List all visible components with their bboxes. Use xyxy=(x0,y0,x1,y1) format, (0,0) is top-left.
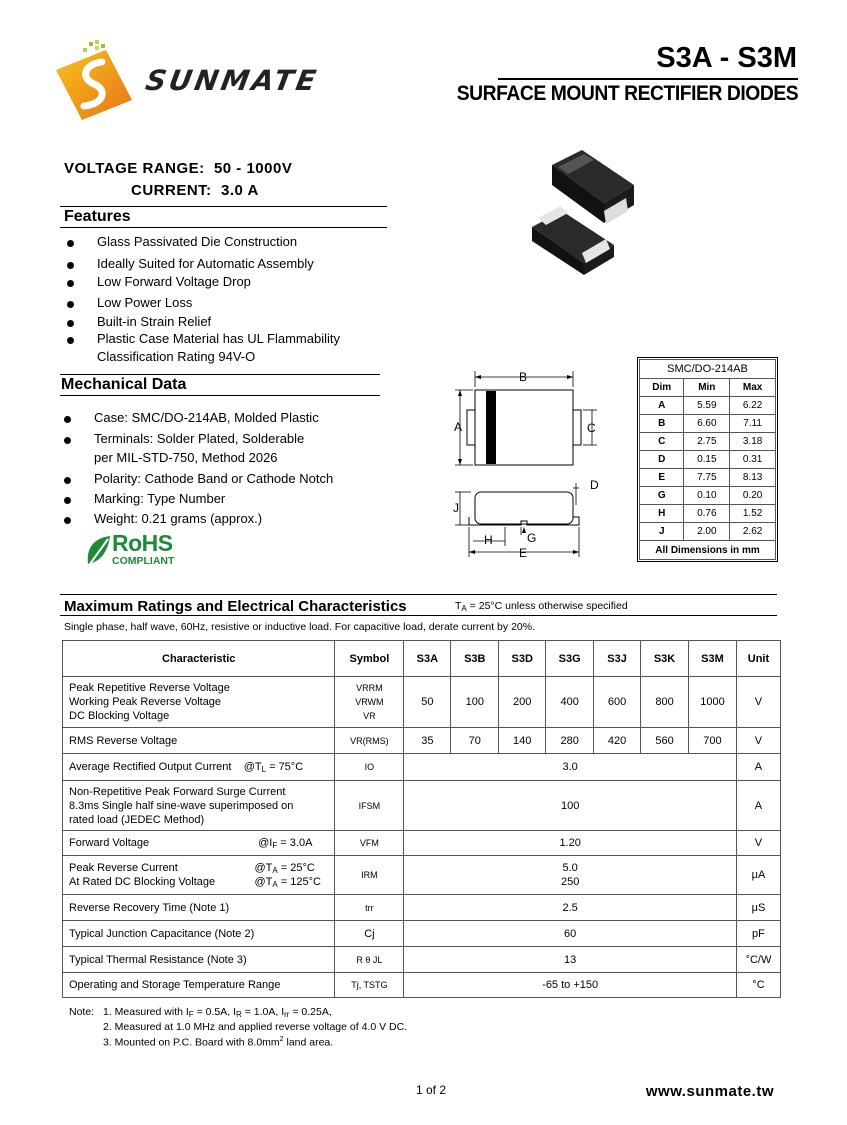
value-cell: 70 xyxy=(451,728,499,754)
note-2: 2. Measured at 1.0 MHz and applied reverse voltage of 4.0 V DC. xyxy=(103,1021,408,1033)
mechanical-title: Mechanical Data xyxy=(61,376,187,393)
value-cell: 800 xyxy=(641,677,689,728)
feature-item-continued: Classification Rating 94V-O xyxy=(97,349,256,364)
value-cell: 35 xyxy=(404,728,451,754)
dim-cell: 3.18 xyxy=(730,433,776,451)
value-cell: 280 xyxy=(546,728,594,754)
value-cell: 13 xyxy=(404,947,737,973)
unit-cell: V xyxy=(736,677,780,728)
char-cell: RMS Reverse Voltage xyxy=(63,728,335,754)
col-part: S3G xyxy=(546,641,594,677)
dim-cell: 2.62 xyxy=(730,523,776,541)
dim-label-j: J xyxy=(453,501,459,515)
dim-cell: 6.22 xyxy=(730,397,776,415)
symbol-cell: R θ JL xyxy=(335,947,404,973)
dim-cell: 2.00 xyxy=(684,523,730,541)
dim-table-package: SMC/DO-214AB xyxy=(640,360,776,379)
col-part: S3J xyxy=(594,641,641,677)
value-cell: 3.0 xyxy=(404,754,737,781)
value-cell: 1.20 xyxy=(404,831,737,856)
unit-cell: μA xyxy=(736,856,780,895)
dim-cell: 0.20 xyxy=(730,487,776,505)
mechanical-item-continued: per MIL-STD-750, Method 2026 xyxy=(94,450,278,465)
dim-cell: 7.75 xyxy=(684,469,730,487)
note-3: 3. Mounted on P.C. Board with $8.0mm^2$ land area. xyxy=(103,1036,334,1049)
feature-item: Built-in Strain Relief xyxy=(97,314,211,329)
dim-label-b: B xyxy=(519,370,528,384)
dim-label-g: G xyxy=(527,531,537,545)
sunmate-logo-icon xyxy=(54,40,139,120)
col-part: S3A xyxy=(404,641,451,677)
mechanical-item: Polarity: Cathode Band or Cathode Notch xyxy=(94,471,333,486)
dim-cell: 1.52 xyxy=(730,505,776,523)
dim-label-h: H xyxy=(484,533,493,547)
col-part: S3B xyxy=(451,641,499,677)
mechanical-item: Terminals: Solder Plated, Solderable xyxy=(94,431,304,446)
current-rating: CURRENT: 3.0 A xyxy=(131,182,259,199)
dim-label-d: D xyxy=(590,478,599,492)
table-row xyxy=(63,781,781,831)
feature-item: Plastic Case Material has UL Flammability xyxy=(97,331,340,346)
ratings-subtitle: Single phase, half wave, 60Hz, resistive or inductive load. For capacitive load, derate current by 20%. xyxy=(64,621,535,633)
value-cell: 5.0 250 xyxy=(404,856,737,895)
ratings-rule-bottom xyxy=(60,615,777,616)
dim-cell: C xyxy=(640,433,684,451)
page-subtitle: SURFACE MOUNT RECTIFIER DIODES xyxy=(456,82,798,105)
dim-cell: 7.11 xyxy=(730,415,776,433)
table-row xyxy=(63,856,781,895)
char-cell: Operating and Storage Temperature Range xyxy=(63,973,335,998)
symbol-cell: Cj xyxy=(335,921,404,947)
header-rule xyxy=(498,78,798,80)
mechanical-item: Weight: 0.21 grams (approx.) xyxy=(94,511,262,526)
table-row xyxy=(640,397,776,415)
value-cell: 2.5 xyxy=(404,895,737,921)
col-part: S3D xyxy=(499,641,546,677)
rohs-text: RoHS xyxy=(112,530,173,556)
value-cell: 400 xyxy=(546,677,594,728)
rohs-compliant-text: COMPLIANT xyxy=(112,555,175,567)
value-cell: 50 xyxy=(404,677,451,728)
table-row xyxy=(63,728,781,754)
package-photo xyxy=(522,145,652,275)
symbol-cell: Tj, TSTG xyxy=(335,973,404,998)
dim-cell: 0.10 xyxy=(684,487,730,505)
table-row xyxy=(640,415,776,433)
mechanical-item: Marking: Type Number xyxy=(94,491,225,506)
rohs-badge xyxy=(84,530,194,569)
dim-cell: A xyxy=(640,397,684,415)
table-row xyxy=(63,921,781,947)
brand-logo xyxy=(54,40,324,120)
table-row xyxy=(640,523,776,541)
value-cell: -65 to +150 xyxy=(404,973,737,998)
value-cell: 600 xyxy=(594,677,641,728)
char-cell: Peak Reverse Current $@T_A = 25^\circ C$ At Rated DC Blocking Voltage $@T_A = 125^\circ C$ xyxy=(63,856,335,895)
part-range-title: S3A - S3M xyxy=(656,42,797,74)
feature-item: Low Forward Voltage Drop xyxy=(97,274,251,289)
dimension-table xyxy=(639,359,776,560)
dim-cell: 5.59 xyxy=(684,397,730,415)
unit-cell: °C xyxy=(736,973,780,998)
col-unit: Unit xyxy=(736,641,780,677)
website-link[interactable]: www.sunmate.tw xyxy=(645,1083,774,1100)
symbol-cell: IFSM xyxy=(335,781,404,831)
char-cell: Average Rectified Output Current $@T_L = 75^\circ C$ xyxy=(63,754,335,781)
brand-wordmark: SUNMATE xyxy=(143,64,322,97)
dim-header: Max xyxy=(730,379,776,397)
value-cell: 700 xyxy=(688,728,736,754)
value-cell: 100 xyxy=(451,677,499,728)
table-row xyxy=(63,947,781,973)
value-cell: 140 xyxy=(499,728,546,754)
dim-cell: 0.15 xyxy=(684,451,730,469)
rohs-leaf-icon xyxy=(84,534,112,568)
value-cell: 1000 xyxy=(688,677,736,728)
dim-cell: D xyxy=(640,451,684,469)
char-cell: Forward Voltage $@I_F = 3.0A$ xyxy=(63,831,335,856)
dim-cell: H xyxy=(640,505,684,523)
features-title: Features xyxy=(64,208,131,225)
ratings-table xyxy=(62,640,781,998)
table-row xyxy=(640,433,776,451)
unit-cell: V xyxy=(736,831,780,856)
dim-cell: J xyxy=(640,523,684,541)
page-number: 1 of 2 xyxy=(416,1083,447,1097)
mechanical-item: Case: SMC/DO-214AB, Molded Plastic xyxy=(94,410,319,425)
char-cell: Non-Repetitive Peak Forward Surge Current 8.3ms Single half sine-wave superimposed on rated load (JEDEC Method) xyxy=(63,781,335,831)
table-row xyxy=(63,831,781,856)
dim-cell: 6.60 xyxy=(684,415,730,433)
col-part: S3K xyxy=(641,641,689,677)
unit-cell: pF xyxy=(736,921,780,947)
dim-cell: 0.76 xyxy=(684,505,730,523)
ratings-condition: $T_A = 25^\circ C$ unless otherwise specified xyxy=(455,600,628,613)
table-row xyxy=(640,451,776,469)
dim-label-e: E xyxy=(519,546,528,560)
mech-rule-bottom xyxy=(60,395,380,396)
unit-cell: °C/W xyxy=(736,947,780,973)
feature-item: Glass Passivated Die Construction xyxy=(97,234,297,249)
note-1: 1. Measured with $I_F = 0.5A$, $I_R = 1.0A$, $I_{rr} = 0.25A$, xyxy=(103,1006,332,1019)
table-row xyxy=(640,469,776,487)
dimension-table-wrapper xyxy=(637,357,778,562)
symbol-cell: VRRM VRWM VR xyxy=(335,677,404,728)
char-cell: Typical Junction Capacitance (Note 2) xyxy=(63,921,335,947)
table-header-row xyxy=(63,641,781,677)
feature-item: Low Power Loss xyxy=(97,295,192,310)
col-part: S3M xyxy=(688,641,736,677)
symbol-cell: IO xyxy=(335,754,404,781)
value-cell: 100 xyxy=(404,781,737,831)
dim-table-footer: All Dimensions in mm xyxy=(640,541,776,560)
dim-label-c: C xyxy=(587,421,596,435)
symbol-cell: trr xyxy=(335,895,404,921)
char-cell: Reverse Recovery Time (Note 1) xyxy=(63,895,335,921)
dim-cell: 8.13 xyxy=(730,469,776,487)
unit-cell: A xyxy=(736,754,780,781)
dim-cell: 2.75 xyxy=(684,433,730,451)
symbol-cell: VR(RMS) xyxy=(335,728,404,754)
ratings-title: Maximum Ratings and Electrical Characteristics xyxy=(64,598,407,615)
notes-label: Note: xyxy=(69,1006,95,1018)
dim-header: Min xyxy=(684,379,730,397)
value-cell: 60 xyxy=(404,921,737,947)
dim-cell: E xyxy=(640,469,684,487)
feature-item: Ideally Suited for Automatic Assembly xyxy=(97,256,314,271)
table-row xyxy=(63,895,781,921)
voltage-range: VOLTAGE RANGE: 50 - 1000V xyxy=(64,160,293,177)
char-cell: Typical Thermal Resistance (Note 3) xyxy=(63,947,335,973)
features-rule-top xyxy=(60,206,387,207)
unit-cell: V xyxy=(736,728,780,754)
col-symbol: Symbol xyxy=(335,641,404,677)
dim-header: Dim xyxy=(640,379,684,397)
table-row xyxy=(63,677,781,728)
dim-cell: 0.31 xyxy=(730,451,776,469)
dim-cell: G xyxy=(640,487,684,505)
ratings-rule-top xyxy=(60,594,777,595)
table-row xyxy=(63,754,781,781)
table-row xyxy=(63,973,781,998)
unit-cell: μS xyxy=(736,895,780,921)
table-row xyxy=(640,487,776,505)
value-cell: 420 xyxy=(594,728,641,754)
table-row xyxy=(640,505,776,523)
symbol-cell: IRM xyxy=(335,856,404,895)
char-cell: Peak Repetitive Reverse Voltage Working Peak Reverse Voltage DC Blocking Voltage xyxy=(63,677,335,728)
dim-cell: B xyxy=(640,415,684,433)
mech-rule-top xyxy=(60,374,380,375)
unit-cell: A xyxy=(736,781,780,831)
col-characteristic: Characteristic xyxy=(63,641,335,677)
value-cell: 560 xyxy=(641,728,689,754)
value-cell: 200 xyxy=(499,677,546,728)
features-rule-bottom xyxy=(60,227,387,228)
dim-label-a: A xyxy=(454,420,463,434)
symbol-cell: VFM xyxy=(335,831,404,856)
